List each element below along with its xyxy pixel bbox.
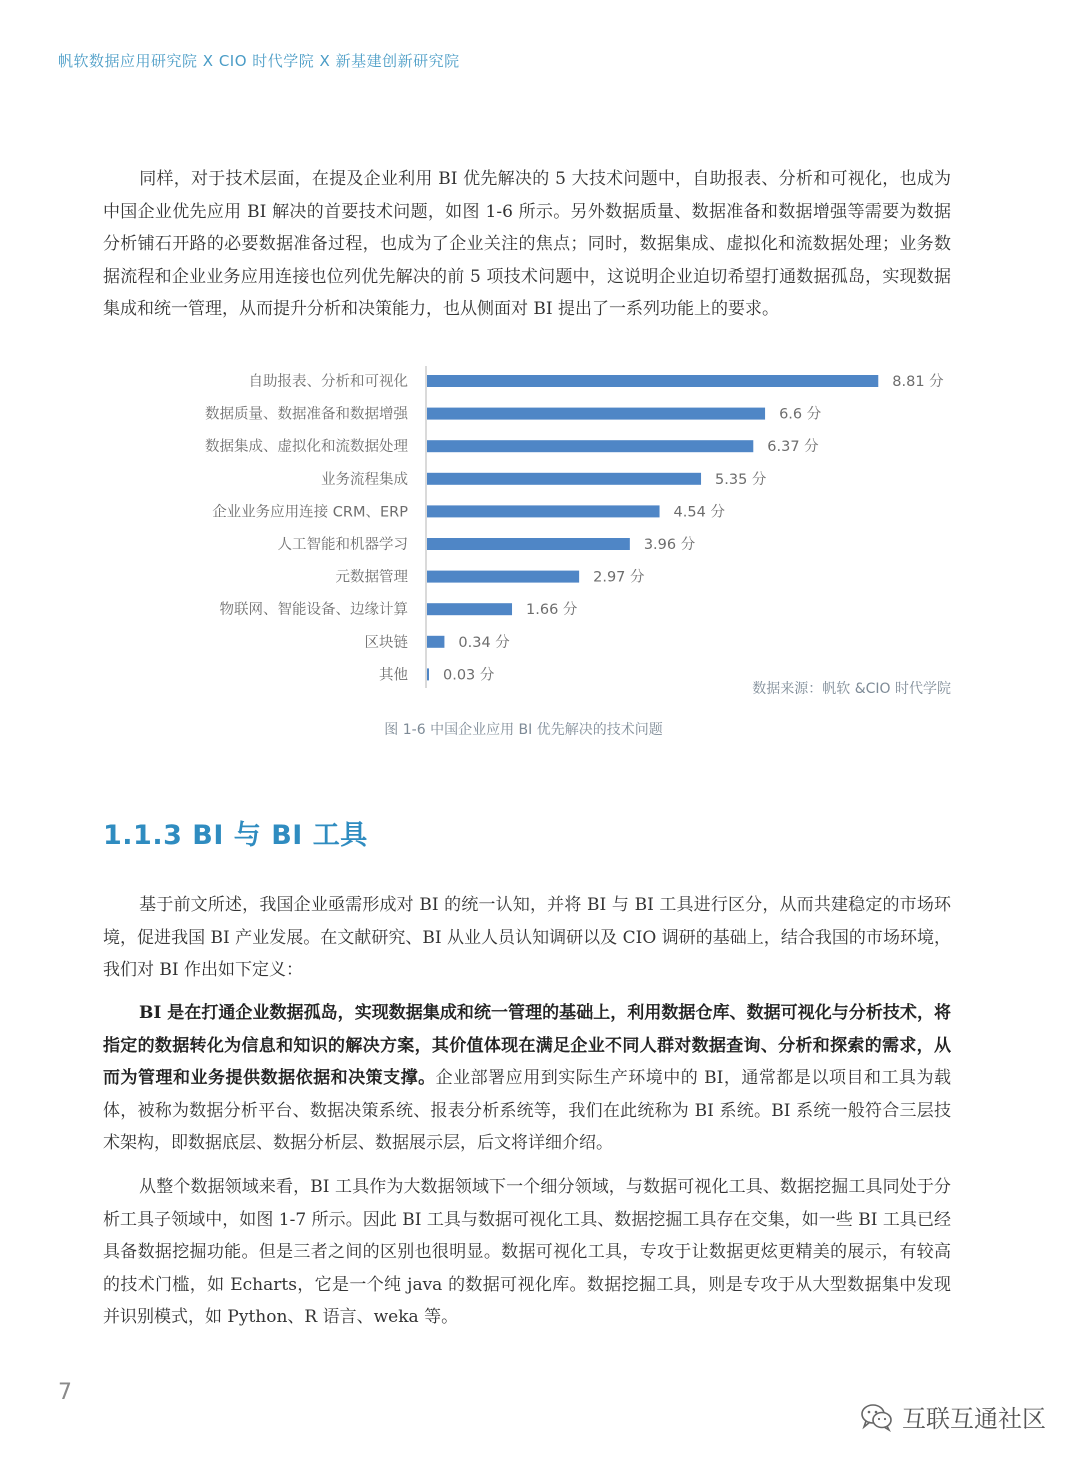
- category-label: 区块链: [364, 634, 408, 651]
- definition-intro-text: 基于前文所述，我国企业亟需形成对 BI 的统一认知，并将 BI 与 BI 工具进行区分，从而共建稳定的市场环境，促进我国 BI 产业发展。在文献研究、BI 从业人员认知调研以及 CIO 调研的基础上，结合我国的市场环境，我们对 BI 作出如下定义：: [103, 895, 951, 980]
- value-label: 6.6 分: [779, 406, 822, 423]
- value-label: 2.97 分: [593, 569, 645, 586]
- bar: [427, 440, 753, 452]
- category-label: 业务流程集成: [321, 471, 408, 488]
- bar: [427, 668, 429, 680]
- category-label: 其他: [379, 667, 408, 684]
- bar: [427, 636, 444, 648]
- bar: [427, 473, 701, 485]
- definition-intro-paragraph: [103, 889, 951, 987]
- value-label: 1.66 分: [526, 602, 578, 619]
- category-label: 企业业务应用连接 CRM、ERP: [212, 504, 408, 521]
- intro-paragraph-text: 同样，对于技术层面，在提及企业利用 BI 优先解决的 5 大技术问题中，自助报表、分析和可视化，也成为中国企业优先应用 BI 解决的首要技术问题，如图 1-6 所示。另外数据质量、数据准备和数据增强等需要为数据分析铺石开路的必要数据准备过程，也成为了企业关注的焦点；同时，数据集成、虚拟化和流数据处理；业务数据流程和企业业务应用连接也位列优先解决的前 5 项技术问题中，这说明企业迫切希望打通数据孤岛，实现数据集成和统一管理，从而提升分析和决策能力，也从侧面对 BI 提出了一系列功能上的要求。: [103, 169, 951, 319]
- bi-tools-paragraph: [103, 1171, 951, 1334]
- value-label: 0.34 分: [458, 634, 510, 651]
- category-label: 自助报表、分析和可视化: [248, 374, 408, 390]
- value-label: 8.81 分: [892, 374, 944, 390]
- bar: [427, 505, 660, 517]
- watermark-text: 互联互通社区: [902, 1405, 1046, 1433]
- wechat-icon: [860, 1402, 894, 1432]
- definition-paragraph: [103, 997, 951, 1160]
- category-label: 人工智能和机器学习: [277, 537, 408, 553]
- value-label: 6.37 分: [767, 439, 819, 456]
- chart-source: 数据来源：帆软 &CIO 时代学院: [752, 681, 951, 697]
- bar: [427, 538, 630, 550]
- category-label: 元数据管理: [335, 569, 408, 586]
- value-label: 5.35 分: [715, 471, 767, 488]
- page-number: 7: [58, 1380, 72, 1405]
- watermark: [860, 1399, 1046, 1434]
- category-label: 物联网、智能设备、边缘计算: [219, 602, 408, 619]
- running-header: 帆软数据应用研究院 X CIO 时代学院 X 新基建创新研究院: [58, 52, 460, 70]
- category-label: 数据质量、数据准备和数据增强: [205, 406, 408, 423]
- bi-definition-bold: BI 是在打通企业数据孤岛，实现数据集成和统一管理的基础上，利用数据仓库、数据可视化与分析技术，将指定的数据转化为信息和知识的解决方案，其价值体现在满足企业不同人群对数据查询、分析和探索的需求，从而为管理和业务提供数据依据和决策支撑。: [103, 1003, 951, 1088]
- category-label: 数据集成、虚拟化和流数据处理: [205, 439, 408, 456]
- value-label: 4.54 分: [673, 504, 725, 521]
- definition-rest-text: 企业部署应用到实际生产环境中的 BI，通常都是以项目和工具为载体，被称为数据分析平台、数据决策系统、报表分析系统等，我们在此统称为 BI 系统。BI 系统一般符合三层技术架构，即数据底层、数据分析层、数据展示层，后文将详细介绍。: [103, 1068, 951, 1153]
- value-label: 3.96 分: [643, 537, 696, 553]
- bi-tools-text: 从整个数据领域来看，BI 工具作为大数据领域下一个细分领域，与数据可视化工具、数据挖掘工具同处于分析工具子领域中，如图 1-7 所示。因此 BI 工具与数据可视化工具、数据挖掘工具存在交集，如一些 BI 工具已经具备数据挖掘功能。但是三者之间的区别也很明显。数据可视化工具，专攻于让数据更炫更精美的展示，有较高的技术门槛，如 Echarts，它是一个纯 java 的数据可视化库。数据挖掘工具，则是专攻于从大型数据集中发现并识别模式，如 Python、R 语言、weka 等。: [103, 1177, 951, 1327]
- intro-paragraph: [103, 163, 951, 326]
- chart-caption: 图 1-6 中国企业应用 BI 优先解决的技术问题: [384, 722, 663, 738]
- bar: [427, 603, 512, 615]
- bar: [427, 408, 765, 420]
- bar: [427, 571, 579, 583]
- bar: [427, 375, 878, 387]
- section-title: 1.1.3 BI 与 BI 工具: [103, 820, 368, 851]
- bar-chart: [100, 362, 970, 692]
- value-label: 0.03 分: [443, 667, 495, 684]
